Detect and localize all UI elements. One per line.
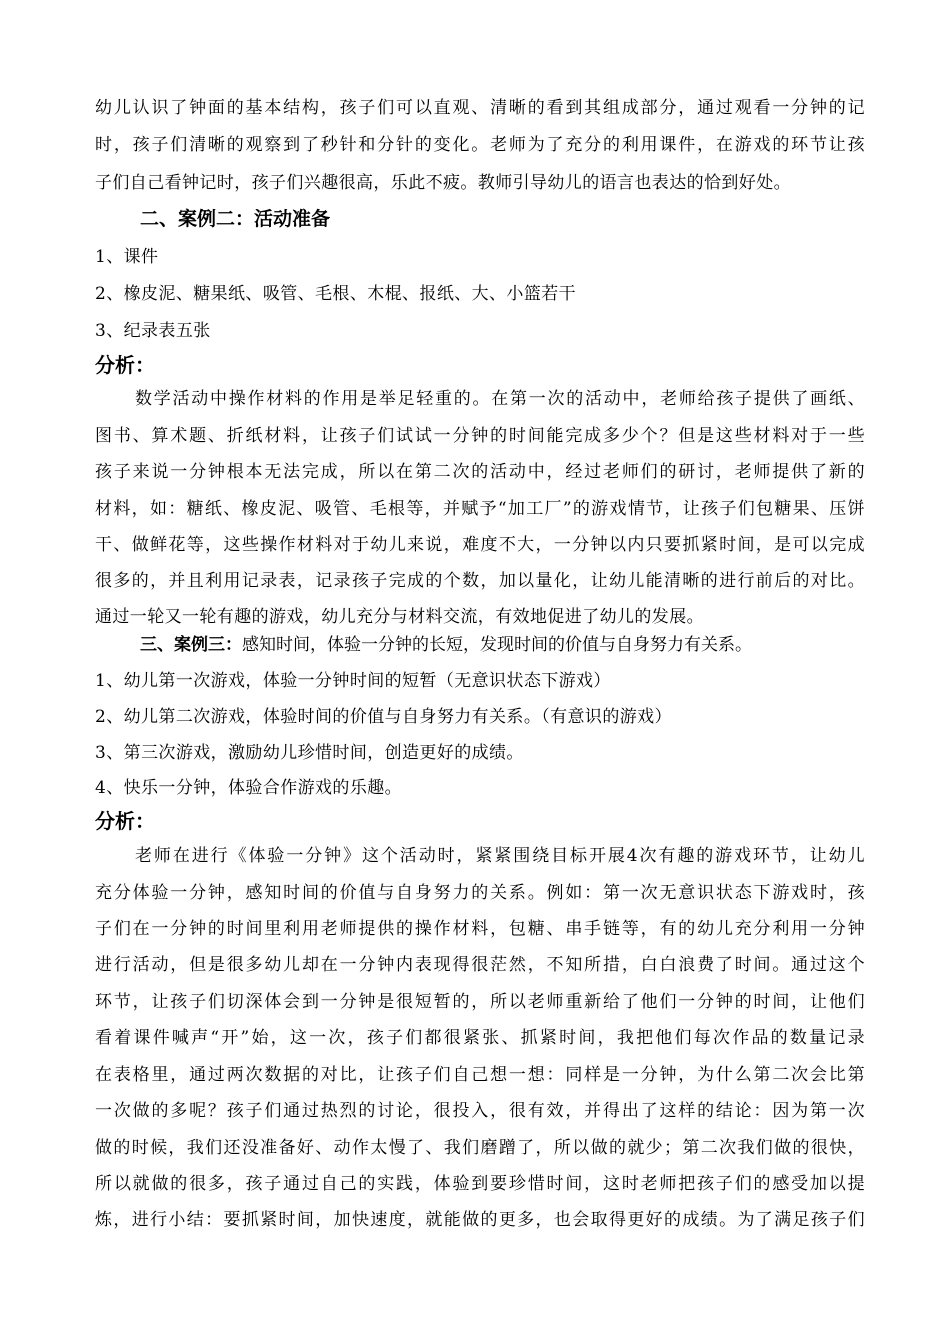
analysis1-label: 分析： <box>95 353 155 377</box>
intro-line-1: 幼儿认识了钟面的基本结构，孩子们可以直观、清晰的看到其组成部分，通过观看一分钟的记 <box>95 98 865 118</box>
analysis2-line-4: 进行活动，但是很多幼儿却在一分钟内表现得很茫然，不知所措，白白浪费了时间。通过这个 <box>95 955 865 975</box>
case2-item-2: 2、橡皮泥、糖果纸、吸管、毛根、木棍、报纸、大、小篮若干 <box>95 284 577 304</box>
analysis2-line-10: 所以就做的很多，孩子通过自己的实践，体验到要珍惜时间，这时老师把孩子们的感受加以提 <box>95 1174 865 1194</box>
analysis1-line-5: 干、做鲜花等，这些操作材料对于幼儿来说，难度不大，一分钟以内只要抓紧时间，是可以完成 <box>95 535 865 555</box>
analysis2-line-1: 老师在进行《体验一分钟》这个活动时，紧紧围绕目标开展4次有趣的游戏环节，让幼儿 <box>135 846 865 866</box>
analysis1-line-4: 材料，如：糖纸、橡皮泥、吸管、毛根等，并赋予“加工厂”的游戏情节，让孩子们包糖果、压饼 <box>95 499 865 519</box>
analysis1-line-7: 通过一轮又一轮有趣的游戏，幼儿充分与材料交流，有效地促进了幼儿的发展。 <box>95 607 704 627</box>
case3-item-2: 2、幼儿第二次游戏，体验时间的价值与自身努力有关系。（有意识的游戏） <box>95 707 672 727</box>
case2-heading: 二、案例二：活动准备 <box>140 208 331 230</box>
case3-heading <box>140 634 860 656</box>
analysis1-line-2: 图书、算术题、折纸材料，让孩子们试试一分钟的时间能完成多少个？但是这些材料对于一些 <box>95 426 865 446</box>
case3-heading-rest: 感知时间，体验一分钟的长短，发现时间的价值与自身努力有关系。 <box>242 635 752 655</box>
case3-item-3: 3、第三次游戏，激励幼儿珍惜时间，创造更好的成绩。 <box>95 743 524 763</box>
analysis2-line-9: 做的时候，我们还没准备好、动作太慢了、我们磨蹭了，所以做的就少；第二次我们做的很快， <box>95 1138 865 1158</box>
case2-item-1: 1、课件 <box>95 247 159 267</box>
case3-heading-bold: 三、案例三： <box>140 635 242 655</box>
analysis1-line-6: 很多的，并且利用记录表，记录孩子完成的个数，加以量化，让幼儿能清晰的进行前后的对比。 <box>95 571 865 591</box>
case3-item-1: 1、幼儿第一次游戏，体验一分钟时间的短暂（无意识状态下游戏） <box>95 671 611 691</box>
analysis2-line-2: 充分体验一分钟，感知时间的价值与自身努力的关系。例如：第一次无意识状态下游戏时，孩 <box>95 883 865 903</box>
analysis2-line-8: 一次做的多呢？孩子们通过热烈的讨论，很投入，很有效，并得出了这样的结论：因为第一次 <box>95 1101 865 1121</box>
analysis2-line-6: 看着课件喊声“开”始，这一次，孩子们都很紧张、抓紧时间，我把他们每次作品的数量记录 <box>95 1028 865 1048</box>
analysis1-line-3: 孩子来说一分钟根本无法完成，所以在第二次的活动中，经过老师们的研讨，老师提供了新的 <box>95 462 865 482</box>
analysis2-line-11: 炼，进行小结：要抓紧时间，加快速度，就能做的更多，也会取得更好的成绩。为了满足孩子们 <box>95 1210 865 1230</box>
analysis2-label: 分析： <box>95 809 155 833</box>
intro-line-2: 时，孩子们清晰的观察到了秒针和分针的变化。老师为了充分的利用课件，在游戏的环节让孩 <box>95 135 865 155</box>
case3-item-4: 4、快乐一分钟，体验合作游戏的乐趣。 <box>95 778 403 798</box>
analysis2-line-5: 环节，让孩子们切深体会到一分钟是很短暂的，所以老师重新给了他们一分钟的时间，让他们 <box>95 992 865 1012</box>
analysis1-line-1: 数学活动中操作材料的作用是举足轻重的。在第一次的活动中，老师给孩子提供了画纸、 <box>135 389 865 409</box>
intro-line-3: 子们自己看钟记时，孩子们兴趣很高，乐此不疲。教师引导幼儿的语言也表达的恰到好处。 <box>95 173 791 193</box>
analysis2-line-7: 在表格里，通过两次数据的对比，让孩子们自己想一想：同样是一分钟，为什么第二次会比第 <box>95 1065 865 1085</box>
analysis2-line-3: 子们在一分钟的时间里利用老师提供的操作材料，包糖、串手链等，有的幼儿充分利用一分钟 <box>95 919 865 939</box>
case2-item-3: 3、纪录表五张 <box>95 321 211 341</box>
